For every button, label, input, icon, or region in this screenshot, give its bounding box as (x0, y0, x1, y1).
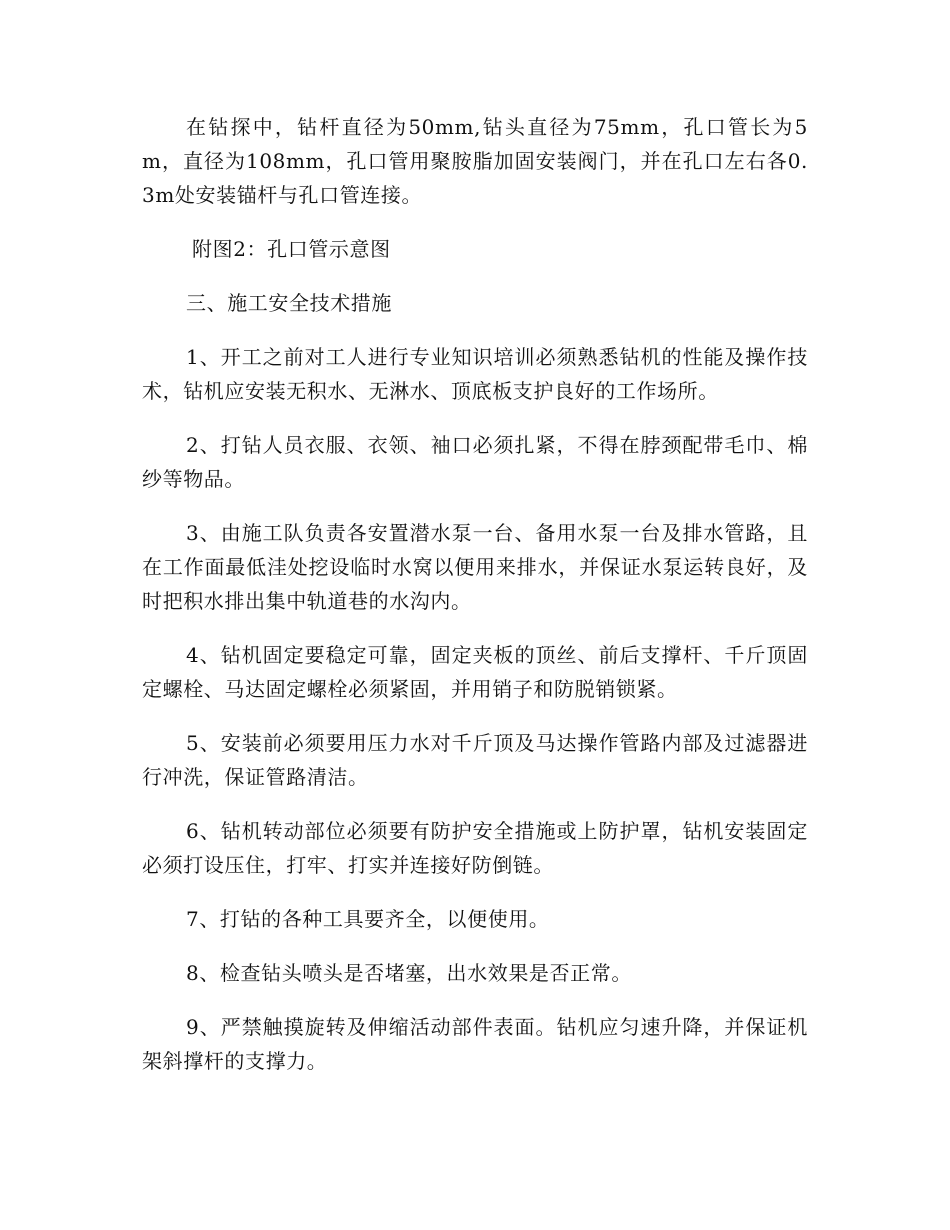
safety-item-6: 6、钻机转动部位必须要有防护安全措施或上防护罩，钻机安装固定必须打设压住，打牢、打实并连接好防倒链。 (142, 819, 808, 877)
safety-item-5: 5、安装前必须要用压力水对千斤顶及马达操作管路内部及过滤器进行冲洗，保证管路清洁。 (142, 731, 808, 789)
safety-item-4: 4、钻机固定要稳定可靠，固定夹板的顶丝、前后支撑杆、千斤顶固定螺栓、马达固定螺栓必须紧固，并用销子和防脱销锁紧。 (142, 643, 808, 701)
safety-item-1: 1、开工之前对工人进行专业知识培训必须熟悉钻机的性能及操作技术，钻机应安装无积水、无淋水、顶底板支护良好的工作场所。 (142, 345, 808, 403)
safety-item-8: 8、检查钻头喷头是否堵塞，出水效果是否正常。 (186, 961, 632, 985)
safety-item-9: 9、严禁触摸旋转及伸缩活动部件表面。钻机应匀速升降，并保证机架斜撑杆的支撑力。 (142, 1015, 808, 1073)
safety-item-7: 7、打钻的各种工具要齐全，以便使用。 (186, 907, 550, 931)
safety-item-2: 2、打钻人员衣服、衣领、袖口必须扎紧，不得在脖颈配带毛巾、棉纱等物品。 (142, 433, 808, 491)
section-heading: 三、施工安全技术措施 (186, 291, 392, 315)
document-body (142, 110, 808, 1098)
figure-caption: 附图2：孔口管示意图 (192, 237, 391, 261)
safety-item-3: 3、由施工队负责各安置潜水泵一台、备用水泵一台及排水管路，且在工作面最低洼处挖设临时水窝以便用来排水，并保证水泵运转良好，及时把积水排出集中轨道巷的水沟内。 (142, 521, 808, 613)
paragraph-drilling-specs: 在钻探中，钻杆直径为50mm,钻头直径为75mm，孔口管长为5m，直径为108mm，孔口管用聚胺脂加固安装阀门，并在孔口左右各0.3m处安装锚杆与孔口管连接。 (142, 115, 808, 207)
